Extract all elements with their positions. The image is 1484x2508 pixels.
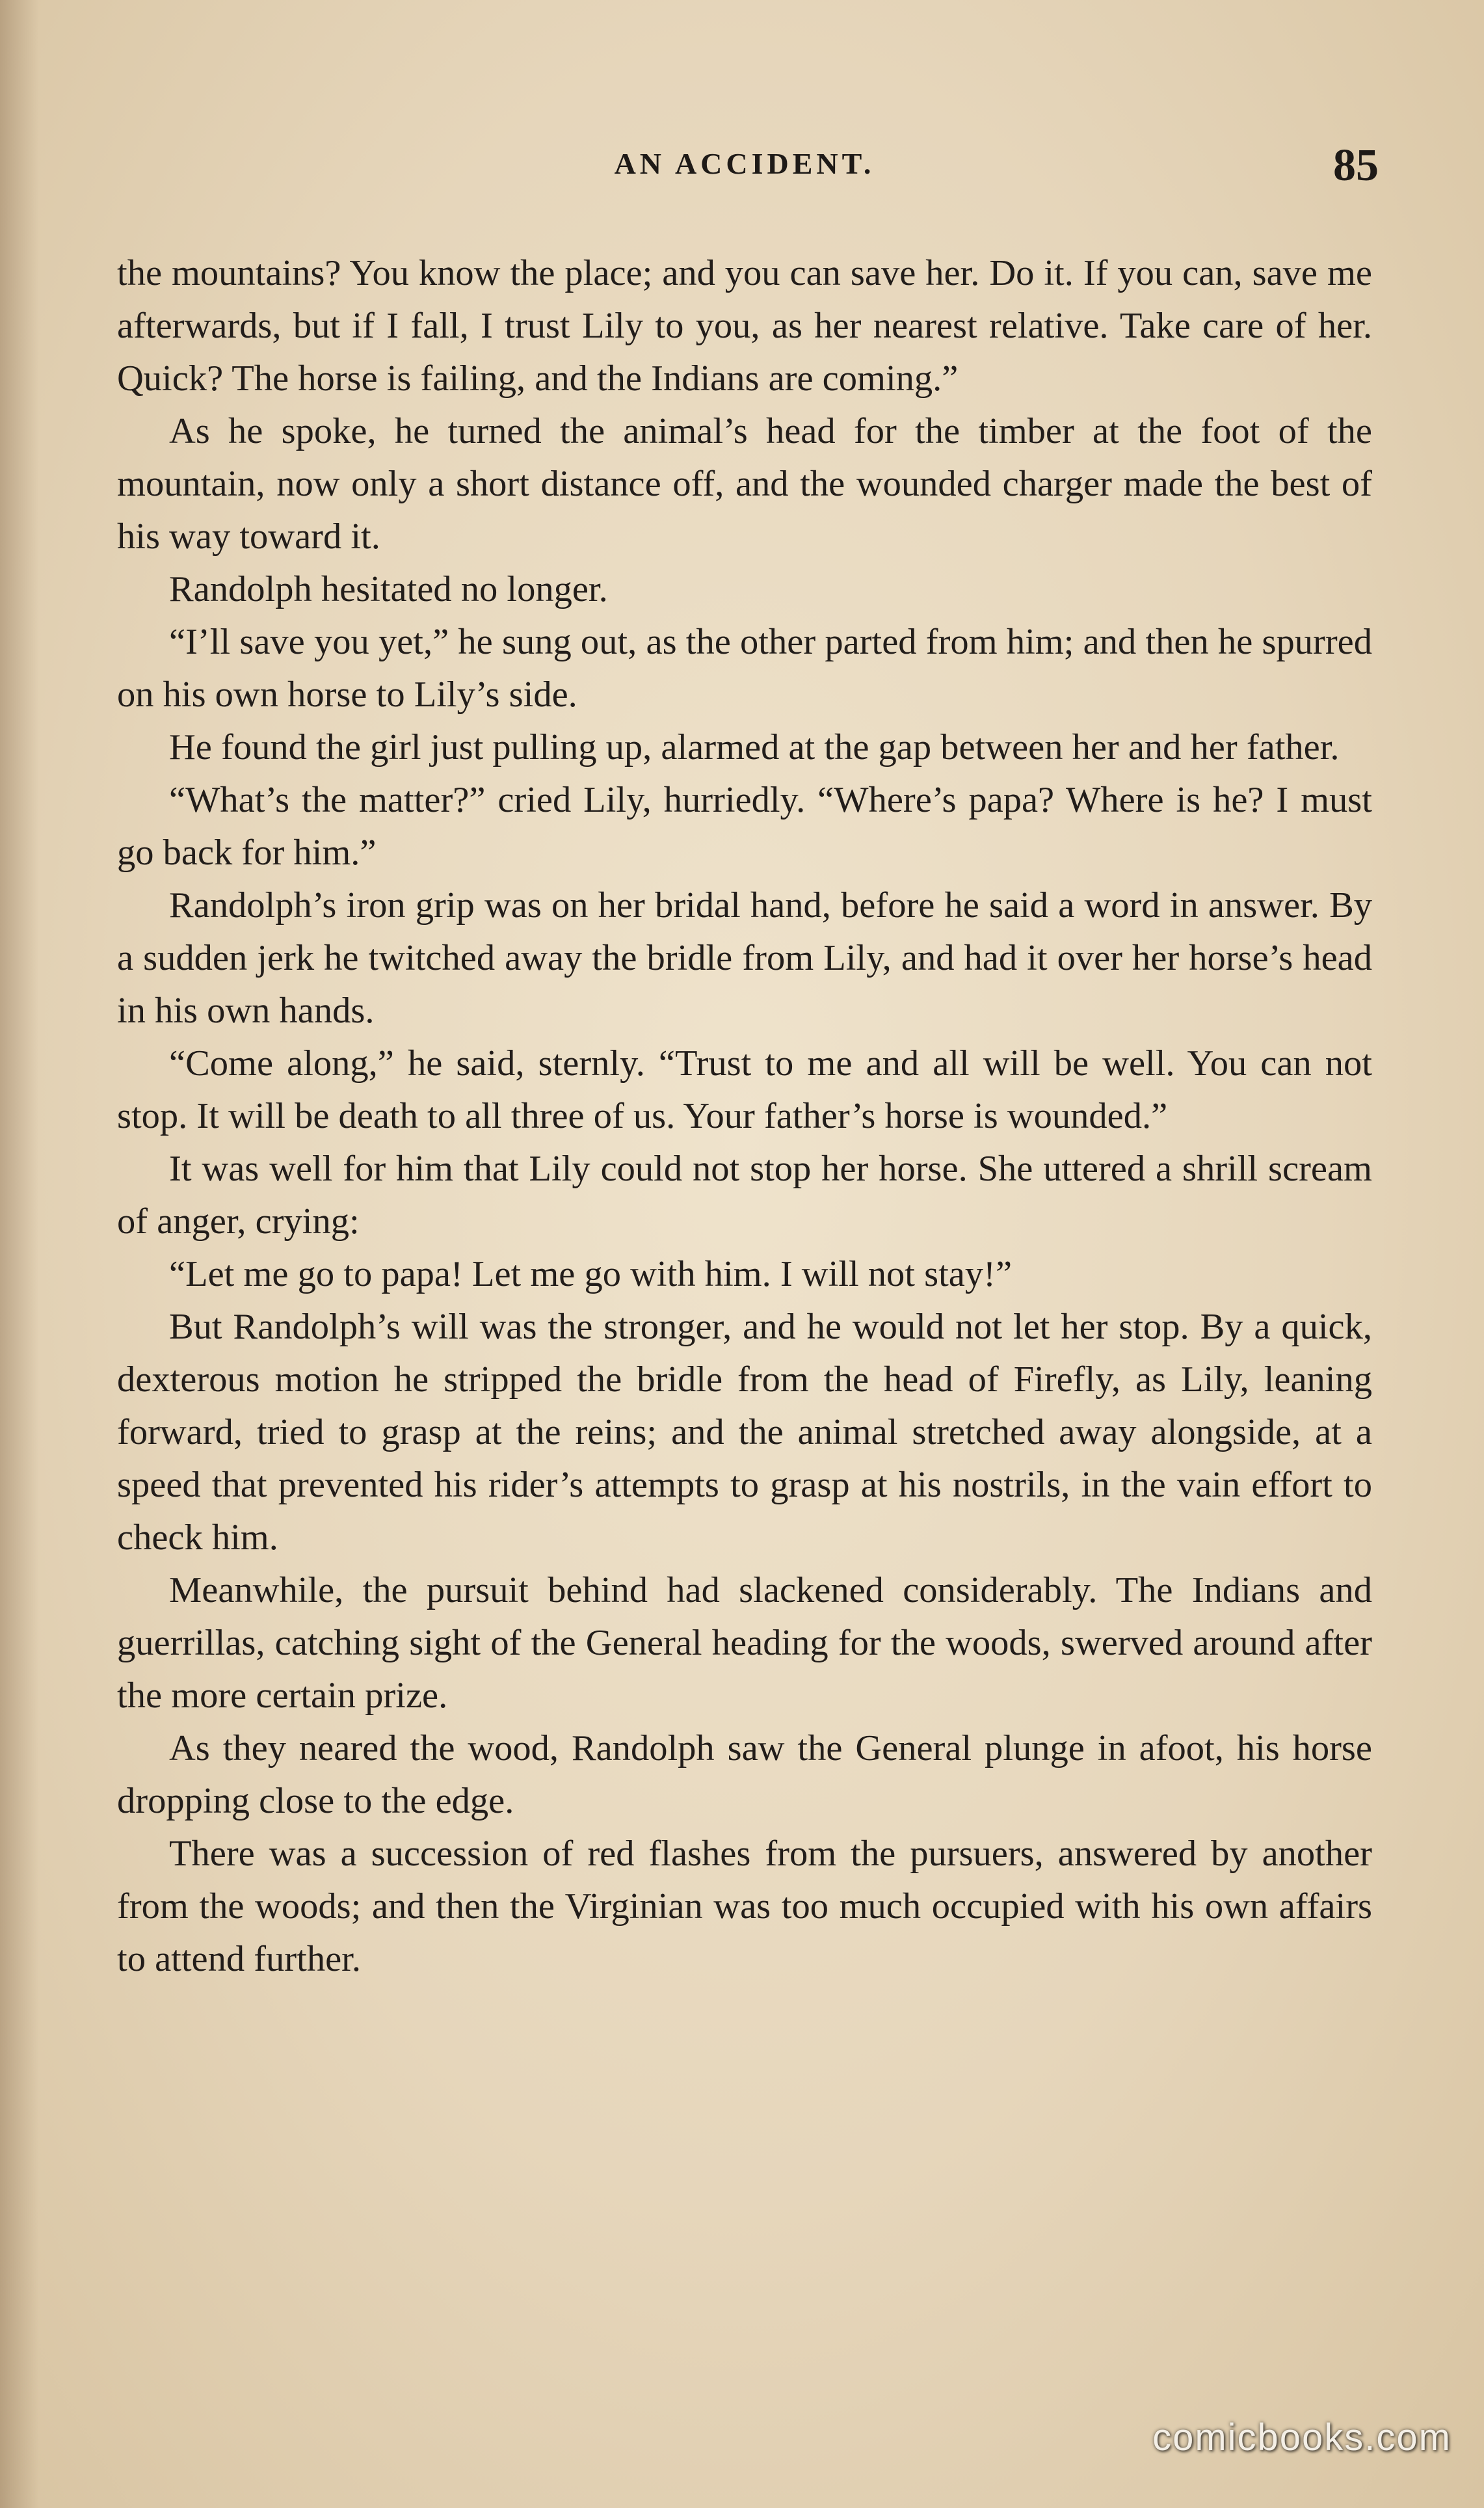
page-number: 85 <box>1333 140 1379 191</box>
paragraph: As they neared the wood, Randolph saw the General plunge in afoot, his horse dropping close to the edge. <box>117 1728 1372 1821</box>
paragraph: He found the girl just pulling up, alarmed at the gap between her and her father. <box>169 727 1340 767</box>
paragraph: As he spoke, he turned the animal’s head for the timber at the foot of the mountain, now only a short distance off, and the wounded charger made the best of his way toward it. <box>117 411 1372 557</box>
paragraph: the mountains? You know the place; and you can save her. Do it. If you can, save me afterwards, but if I fall, I trust Lily to you, as her nearest relative. Take care of her. Quick? The horse is failing, and the Indians are coming.” <box>117 253 1372 399</box>
paragraph: “Let me go to papa! Let me go with him. I will not stay!” <box>169 1254 1013 1294</box>
paragraph: There was a succession of red flashes from the pursuers, answered by another from the woods; and then the Virginian was too much occupied with his own affairs to attend further. <box>117 1834 1372 1979</box>
paragraph: “What’s the matter?” cried Lily, hurriedly. “Where’s papa? Where is he? I must go back for him.” <box>117 780 1372 873</box>
paragraph: But Randolph’s will was the stronger, and he would not let her stop. By a quick, dexterous motion he stripped the bridle from the head of Firefly, as Lily, leaning forward, tried to grasp at the reins; and the animal stretched away alongside, at a speed that prevented his rider’s attempts to grasp at his nostrils, in the vain effort to check him. <box>117 1307 1372 1558</box>
paragraph: It was well for him that Lily could not stop her horse. She uttered a shrill scream of anger, crying: <box>117 1149 1372 1242</box>
paragraph: “Come along,” he said, sternly. “Trust to me and all will be well. You can not stop. It will be death to all three of us. Your father’s horse is wounded.” <box>117 1043 1372 1136</box>
running-head: AN ACCIDENT. <box>614 147 875 180</box>
paragraph: “I’ll save you yet,” he sung out, as the other parted from him; and then he spurred on his own horse to Lily’s side. <box>117 622 1372 715</box>
page-edge-shadow <box>0 0 39 2508</box>
paragraph: Meanwhile, the pursuit behind had slackened considerably. The Indians and guerrillas, catching sight of the General heading for the woods, swerved around after the more certain prize. <box>117 1570 1372 1716</box>
site-watermark: comicbooks.com <box>1152 2416 1451 2459</box>
paragraph: Randolph’s iron grip was on her bridal hand, before he said a word in answer. By a sudden jerk he twitched away the bridle from Lily, and had it over her horse’s head in his own hands. <box>117 885 1372 1031</box>
body-text <box>117 247 1372 1986</box>
paragraph: Randolph hesitated no longer. <box>169 569 608 609</box>
page-header <box>117 140 1379 205</box>
